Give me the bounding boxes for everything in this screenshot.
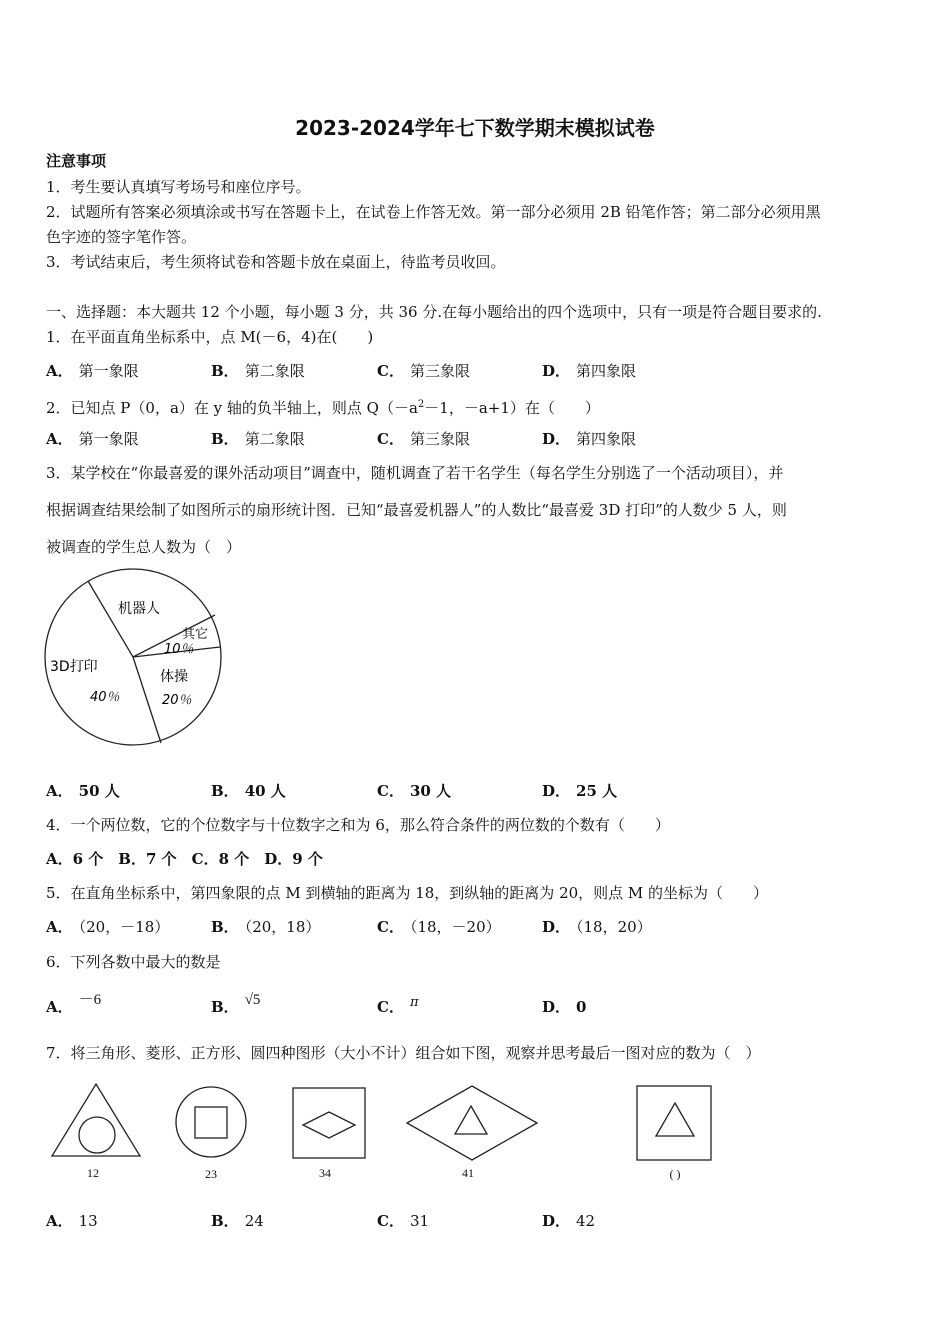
slice-label-3d: 3D打印 <box>50 659 98 675</box>
slice-percent-other: 10％ <box>164 642 194 657</box>
square-shape <box>293 1088 365 1158</box>
q2-option-c: C． 第三象限 <box>377 430 470 448</box>
question-3-line: 被调查的学生总人数为（ ） <box>46 538 242 556</box>
pie-chart <box>40 565 230 755</box>
question-6: 6．下列各数中最大的数是 <box>46 953 221 971</box>
page-title: 2023-2024学年七下数学期末模拟试卷 <box>295 116 655 140</box>
q3-option-b: B． 40 人 <box>211 782 286 800</box>
q5-option-c: C． （18，－20） <box>377 918 501 936</box>
triangle-shape <box>455 1106 487 1134</box>
q4-options: A．6 个 B．7 个 C．8 个 D．9 个 <box>46 850 323 868</box>
q6-option-b: B． √5 <box>211 992 261 1016</box>
square-shape <box>637 1086 711 1160</box>
question-5: 5．在直角坐标系中，第四象限的点 M 到横轴的距离为 18，到纵轴的距离为 20，则点 M 的坐标为（ ） <box>46 884 769 902</box>
notice-heading: 注意事项 <box>46 152 107 170</box>
q6-option-c: C． π <box>377 995 419 1016</box>
notice-item: 色字迹的签字笔作答。 <box>46 228 197 246</box>
figure-caption: 23 <box>205 1167 217 1181</box>
q3-option-c: C． 30 人 <box>377 782 452 800</box>
triangle-shape <box>656 1103 694 1136</box>
rhombus-shape <box>303 1112 355 1138</box>
slice-percent-gymnastics: 20％ <box>162 693 192 708</box>
notice-item: 1．考生要认真填写考场号和座位序号。 <box>46 178 311 196</box>
q2-option-d: D． 第四象限 <box>542 430 637 448</box>
question-3-line: 根据调查结果绘制了如图所示的扇形统计图．已知“最喜爱机器人”的人数比“最喜爱 3D 打印”的人数少 5 人，则 <box>46 501 787 519</box>
q7-option-b: B． 24 <box>211 1212 264 1230</box>
q7-figures <box>40 1080 740 1170</box>
circle-shape <box>79 1117 115 1153</box>
q1-option-c: C． 第三象限 <box>377 362 470 380</box>
question-7: 7．将三角形、菱形、正方形、圆四种图形（大小不计）组合如下图，观察并思考最后一图对应的数为（ ） <box>46 1044 761 1062</box>
figure-caption: 41 <box>462 1166 474 1180</box>
square-shape <box>195 1107 227 1138</box>
q2-option-a: A． 第一象限 <box>46 430 139 448</box>
q3-option-d: D． 25 人 <box>542 782 618 800</box>
q7-option-a: A． 13 <box>46 1212 98 1230</box>
slice-label-gymnastics: 体操 <box>160 669 188 685</box>
question-2: 2．已知点 P（0，a）在 y 轴的负半轴上，则点 $Q(-a^2-1$，－a+1）在（ ） <box>46 399 600 417</box>
notice-item: 3．考试结束后，考生须将试卷和答题卡放在桌面上，待监考员收回。 <box>46 253 506 271</box>
slice-percent-3d: 40％ <box>90 690 120 705</box>
q1-option-d: D． 第四象限 <box>542 362 637 380</box>
question-1: 1．在平面直角坐标系中，点 M(－6，4)在( ) <box>46 328 374 346</box>
q6-option-a: A． －6 <box>46 992 102 1016</box>
figure-caption: 12 <box>87 1166 99 1180</box>
q5-option-a: A． （20，－18） <box>46 918 170 936</box>
q7-option-d: D． 42 <box>542 1212 596 1230</box>
slice-label-robot: 机器人 <box>118 601 160 617</box>
q3-option-a: A． 50 人 <box>46 782 120 800</box>
q1-option-b: B． 第二象限 <box>211 362 305 380</box>
pie-divider <box>133 657 161 743</box>
figure-caption: ( ) <box>669 1167 681 1181</box>
q7-option-c: C． 31 <box>377 1212 430 1230</box>
q6-option-d: D． 0 <box>542 998 587 1016</box>
question-4: 4．一个两位数，它的个位数字与十位数字之和为 6，那么符合条件的两位数的个数有（ ） <box>46 816 670 834</box>
q1-option-a: A． 第一象限 <box>46 362 139 380</box>
figure-caption: 34 <box>319 1166 331 1180</box>
question-3-line: 3．某学校在“你最喜爱的课外活动项目”调查中，随机调查了若干名学生（每名学生分别选了一个活动项目），并 <box>46 464 784 482</box>
slice-label-other: 其它 <box>182 627 209 642</box>
q5-option-d: D． （18，20） <box>542 918 652 936</box>
triangle-shape <box>52 1084 140 1156</box>
q5-option-b: B． （20，18） <box>211 918 321 936</box>
section-heading: 一、选择题：本大题共 12 个小题，每小题 3 分，共 36 分.在每小题给出的四个选项中，只有一项是符合题目要求的. <box>46 303 822 321</box>
rhombus-shape <box>407 1086 537 1160</box>
circle-shape <box>176 1087 246 1157</box>
notice-item: 2．试题所有答案必须填涂或书写在答题卡上，在试卷上作答无效。第一部分必须用 2B 铅笔作答；第二部分必须用黑 <box>46 203 821 221</box>
q2-option-b: B． 第二象限 <box>211 430 305 448</box>
pie-divider <box>88 581 133 657</box>
